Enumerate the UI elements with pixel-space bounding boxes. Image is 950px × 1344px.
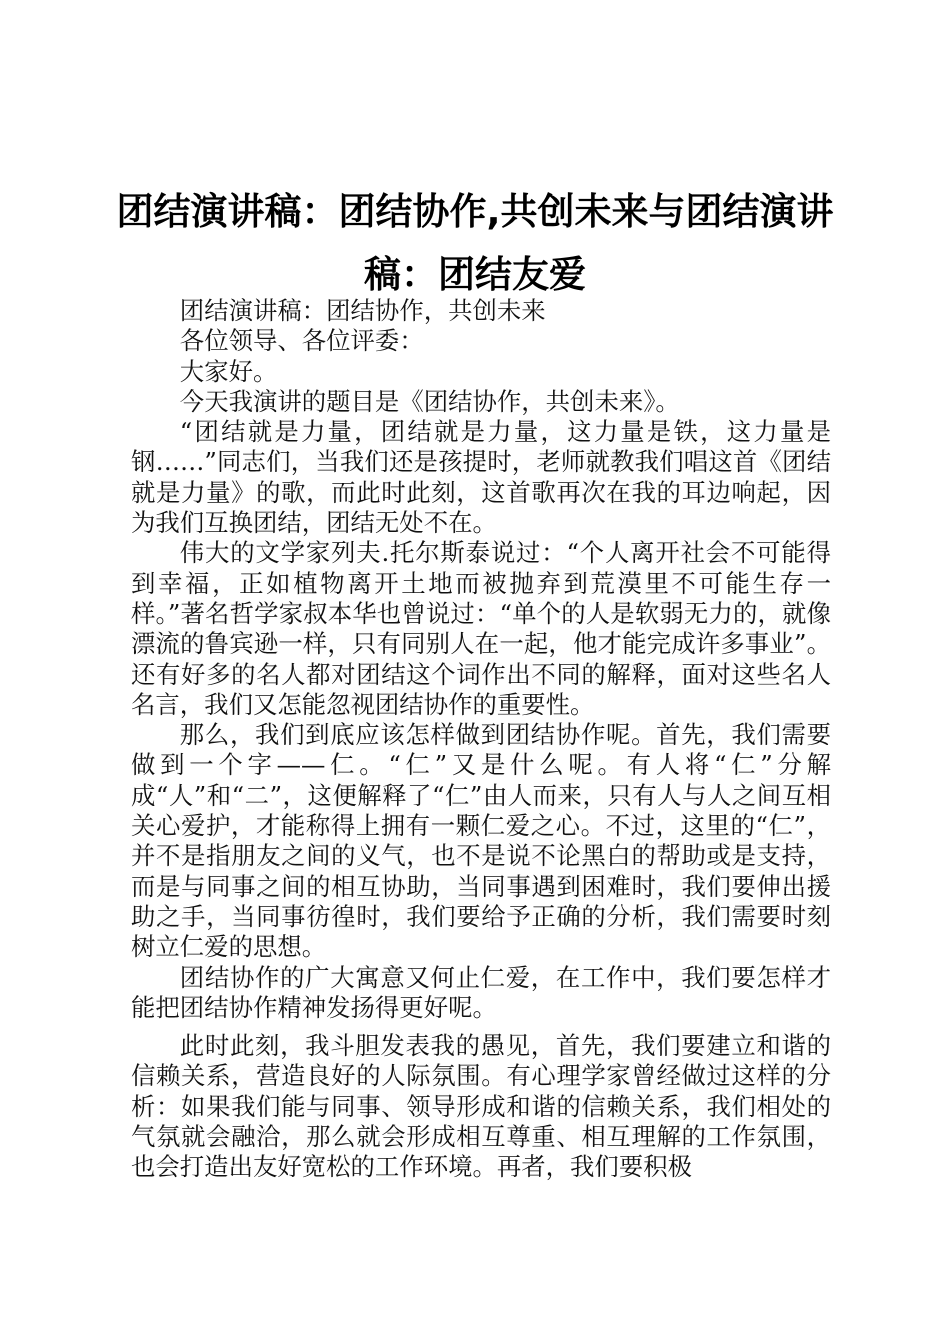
document-title: 团结演讲稿：团结协作,共创未来与团结演讲稿：团结友爱 [116, 190, 834, 296]
paragraph: 此时此刻，我斗胆发表我的愚见，首先，我们要建立和谐的信赖关系，营造良好的人际氛围。有心理学家曾经做过这样的分析：如果我们能与同事、领导形成和谐的信赖关系，我们相处的气氛就会融洽，那么就会形成相互尊重、相互理解的工作氛围，也会打造出友好宽松的工作环境。再者，我们要积极 [131, 1031, 831, 1182]
document-body [131, 296, 831, 1183]
paragraph: 那么，我们到底应该怎样做到团结协作呢。首先，我们需要做到一个字——仁。“仁”又是什么呢。有人将“仁”分解成“人”和“二”，这便解释了“仁”由人而来，只有人与人之间互相关心爱护，才能称得上拥有一颗仁爱之心。不过，这里的“仁”，并不是指朋友之间的义气，也不是说不论黑白的帮助或是支持，而是与同事之间的相互协助，当同事遇到困难时，我们要伸出援助之手，当同事彷徨时，我们要给予正确的分析，我们需要时刻树立仁爱的思想。 [131, 720, 831, 962]
paragraph: 团结演讲稿：团结协作，共创未来 [179, 296, 546, 325]
paragraph: 各位领导、各位评委： [179, 326, 424, 356]
paragraph: 大家好。 [179, 356, 278, 386]
paragraph: 伟大的文学家列夫.托尔斯泰说过：“个人离开社会不可能得到幸福，正如植物离开土地而被抛弃到荒漠里不可能生存一样。”著名哲学家叔本华也曾说过：“单个的人是软弱无力的，就像漂流的鲁宾逊一样，只有同别人在一起，他才能完成许多事业”。还有好多的名人都对团结这个词作出不同的解释，面对这些名人名言，我们又怎能忽视团结协作的重要性。 [131, 538, 831, 719]
paragraph: 团结协作的广大寓意又何止仁爱，在工作中，我们要怎样才能把团结协作精神发扬得更好呢。 [131, 962, 831, 1022]
paragraph: “团结就是力量，团结就是力量，这力量是铁，这力量是钢……”同志们，当我们还是孩提时，老师就教我们唱这首《团结就是力量》的歌，而此时此刻，这首歌再次在我的耳边响起，因为我们互换团结，团结无处不在。 [131, 417, 831, 538]
paragraph: 今天我演讲的题目是《团结协作，共创未来》。 [179, 386, 680, 416]
